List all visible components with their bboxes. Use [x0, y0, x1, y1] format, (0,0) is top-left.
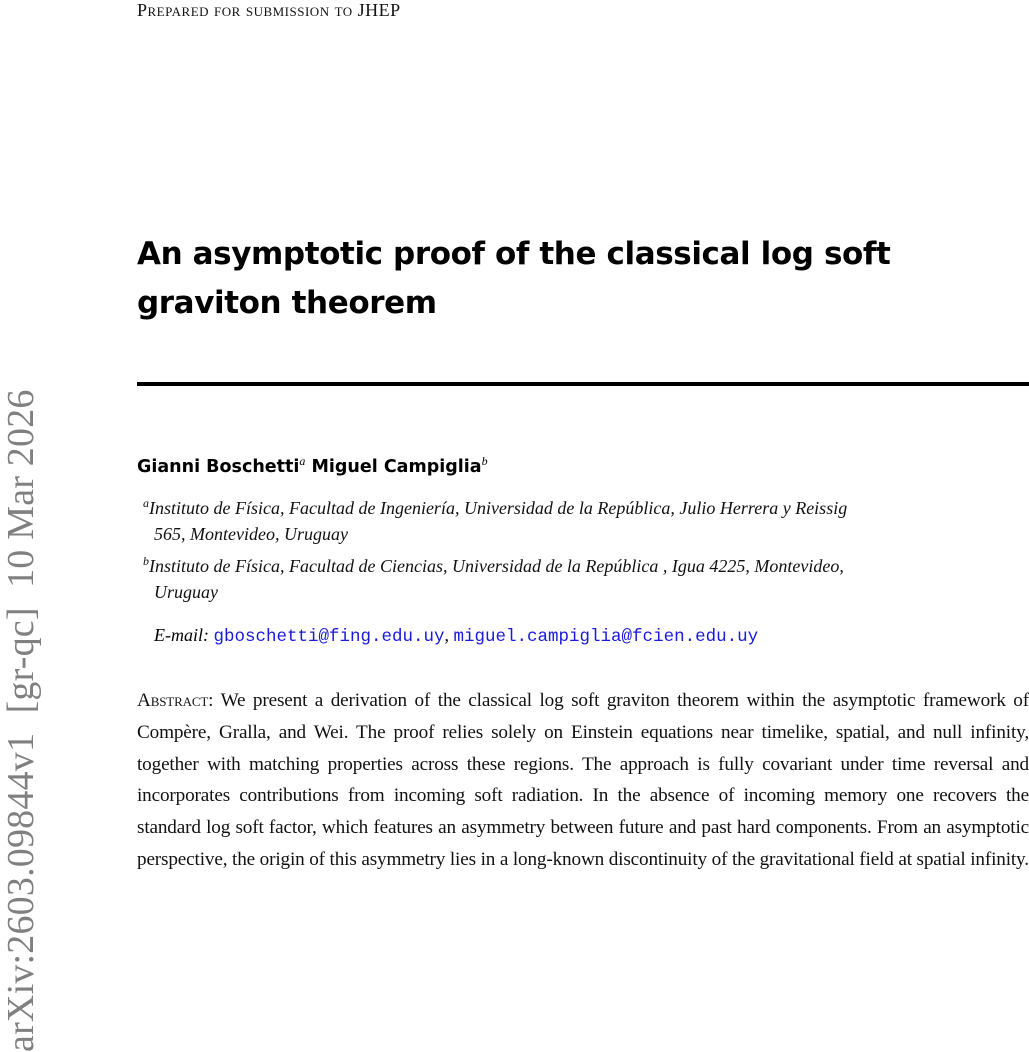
email-separator: , [444, 625, 454, 645]
email-line [154, 623, 758, 649]
abstract-label: Abstract: [137, 690, 214, 711]
affiliation-mark: a [143, 496, 149, 510]
affiliation-a [143, 495, 1029, 547]
affiliation-b [143, 553, 1029, 605]
title-rule-divider [137, 382, 1029, 386]
affiliation-mark: a [299, 454, 306, 468]
affiliation-mark: b [481, 454, 488, 468]
abstract [137, 685, 1029, 876]
author-list [137, 455, 488, 479]
arxiv-stamp: arXiv:2603.09844v1 [gr-qc] 10 Mar 2026 [0, 389, 42, 1052]
email-link-boschetti[interactable]: gboschetti@fing.edu.uy [213, 627, 445, 647]
email-link-campiglia[interactable]: miguel.campiglia@fcien.edu.uy [453, 627, 759, 647]
author-name: Gianni Boschetti [137, 457, 300, 477]
affiliation-line: 565, Montevideo, Uruguay [154, 524, 348, 544]
affiliation-line: Uruguay [154, 582, 218, 602]
affiliation-line: Instituto de Física, Facultad de Ciencias, Universidad de la República , Igua 4225, Montevideo, [149, 556, 844, 576]
affiliation-mark: b [143, 554, 149, 568]
paper-title: An asymptotic proof of the classical log soft graviton theorem [137, 236, 891, 321]
author-name: Miguel Campiglia [311, 457, 482, 477]
affiliation-line: Instituto de Física, Facultad de Ingeniería, Universidad de la República, Julio Herrera y Reissig [149, 498, 848, 518]
email-label: E-mail: [154, 625, 209, 645]
abstract-text: We present a derivation of the classical log soft graviton theorem within the asymptotic framework of Compère, Gralla, and Wei. The proof relies solely on Einstein equations near timelike, spatial, and null infinity, together with matching properties across these regions. The approach is fully covariant under time reversal and incorporates contributions from incoming soft radiation. In the absence of incoming memory one recovers the standard log soft factor, which features an asymmetry between future and past hard components. From an asymptotic perspective, the origin of this asymmetry lies in a long-known discontinuity of the gravitational field at spatial infinity. [137, 690, 1029, 870]
running-head: Prepared for submission to JHEP [137, 0, 401, 20]
